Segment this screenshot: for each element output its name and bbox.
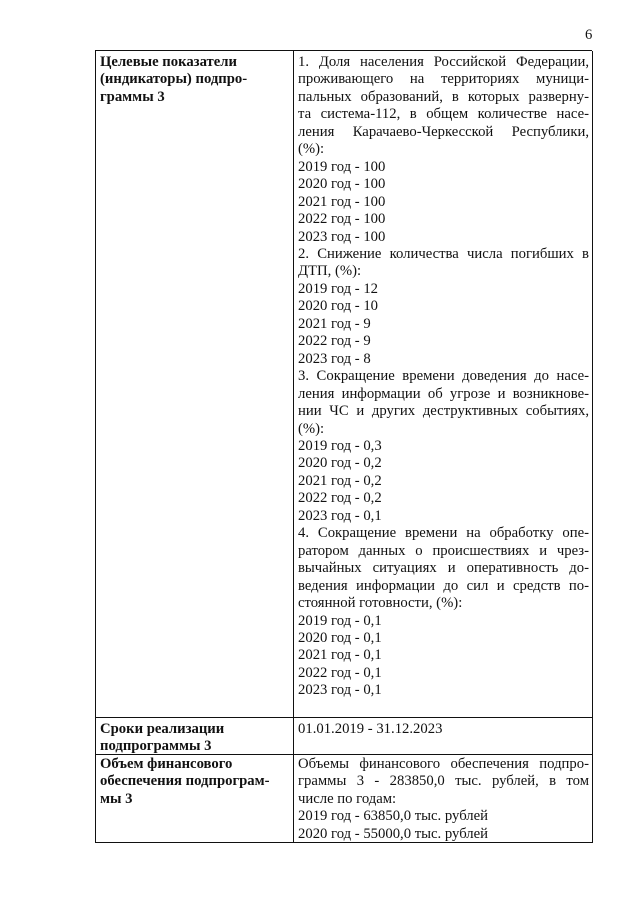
indicator-value-line: 2019 год - 0,3 — [298, 437, 382, 454]
indicator-value-line: 2022 год - 0,1 — [298, 664, 382, 681]
indicator-value-line: 2021 год - 9 — [298, 315, 371, 332]
indicator-heading-line: ДТП, (%): — [298, 263, 362, 280]
indicator-heading-line: 01.01.2019 - 31.12.2023 — [298, 721, 443, 737]
row-label-line: Целевые показатели — [100, 54, 237, 70]
row-label-line: (индикаторы) подпро- — [100, 71, 248, 88]
indicator-value-line: 2020 год - 0,1 — [298, 629, 382, 646]
indicator-heading-line: ведения информации до сил и средств по- — [298, 577, 589, 594]
indicator-value-line: 2019 год - 12 — [298, 280, 379, 297]
indicator-value-line: 2020 год - 55000,0 тыс. рублей — [298, 825, 489, 842]
indicator-block — [298, 54, 589, 246]
indicator-value-line: 2019 год - 100 — [298, 158, 386, 175]
indicator-block — [298, 721, 589, 738]
indicator-value-line: 2021 год - 0,1 — [298, 647, 382, 664]
row-label-line: граммы 3 — [100, 88, 165, 105]
indicator-heading-line: стоянной готовности, (%): — [298, 595, 463, 612]
indicator-value-line: 2021 год - 0,2 — [298, 472, 382, 489]
indicator-heading-line: 1. Доля населения Российской Федерации, — [298, 54, 589, 70]
indicator-heading-line: пальных образований, в которых разверну- — [298, 88, 589, 105]
row-label-line: Объем финансового — [100, 756, 233, 772]
indicator-heading-line: граммы 3 - 283850,0 тыс. рублей, в том — [298, 773, 589, 790]
indicator-heading-line: (%): — [298, 420, 325, 437]
indicator-value-line: 2020 год - 0,2 — [298, 455, 382, 472]
indicator-value-line: 2022 год - 9 — [298, 333, 371, 350]
row-label-cell — [96, 51, 294, 718]
indicator-heading-line: Объемы финансового обеспечения подпро- — [298, 756, 589, 772]
indicator-heading-line: вычайных ситуациях и оперативность до- — [298, 560, 589, 577]
row-label-cell — [96, 755, 294, 843]
row-content-cell — [294, 755, 593, 843]
page-number: 6 — [585, 27, 593, 43]
indicator-heading-line: 3. Сокращение времени доведения до насе- — [298, 368, 589, 385]
row-label-line: мы 3 — [100, 790, 133, 807]
indicator-value-line: 2023 год - 8 — [298, 350, 371, 367]
indicator-heading-line: числе по годам: — [298, 790, 397, 807]
indicator-value-line: 2023 год - 0,1 — [298, 507, 382, 524]
indicator-value-line: 2020 год - 10 — [298, 298, 379, 315]
indicator-value-line: 2019 год - 0,1 — [298, 612, 382, 629]
indicator-value-line: 2019 год - 63850,0 тыс. рублей — [298, 808, 489, 825]
row-label-line: Сроки реализации — [100, 721, 225, 737]
indicator-heading-line: ления информации об угрозе и возникнове- — [298, 385, 589, 402]
row-content-cell — [294, 51, 593, 718]
row-content-cell — [294, 718, 593, 755]
indicator-heading-line: (%): — [298, 141, 325, 158]
passport-table — [95, 50, 592, 843]
indicator-block — [298, 368, 589, 525]
indicator-heading-line: ратором данных о происшествиях и чрез- — [298, 542, 589, 559]
indicator-block — [298, 525, 589, 700]
indicator-heading-line: 2. Снижение количества числа погибших в — [298, 245, 589, 262]
indicator-value-line: 2023 год - 100 — [298, 228, 386, 245]
indicator-heading-line: нии ЧС и других деструктивных событиях, — [298, 403, 589, 420]
indicator-value-line: 2020 год - 100 — [298, 176, 386, 193]
row-label-line: подпрограммы 3 — [100, 738, 212, 755]
indicator-block — [298, 246, 589, 368]
indicator-heading-line: та система-112, в общем количестве насе- — [298, 106, 589, 123]
row-label-line: обеспечения подпрограм- — [100, 773, 270, 790]
indicator-block — [298, 756, 589, 843]
indicator-value-line: 2022 год - 100 — [298, 211, 386, 228]
indicator-heading-line: проживающего на территориях муници- — [298, 71, 589, 88]
indicator-value-line: 2023 год - 0,1 — [298, 682, 382, 699]
indicator-value-line: 2021 год - 100 — [298, 193, 386, 210]
indicator-heading-line: ления Карачаево-Черкесской Республики, — [298, 123, 589, 140]
indicator-value-line: 2022 год - 0,2 — [298, 490, 382, 507]
indicator-heading-line: 4. Сокращение времени на обработку опе- — [298, 525, 589, 542]
row-label-cell — [96, 718, 294, 755]
